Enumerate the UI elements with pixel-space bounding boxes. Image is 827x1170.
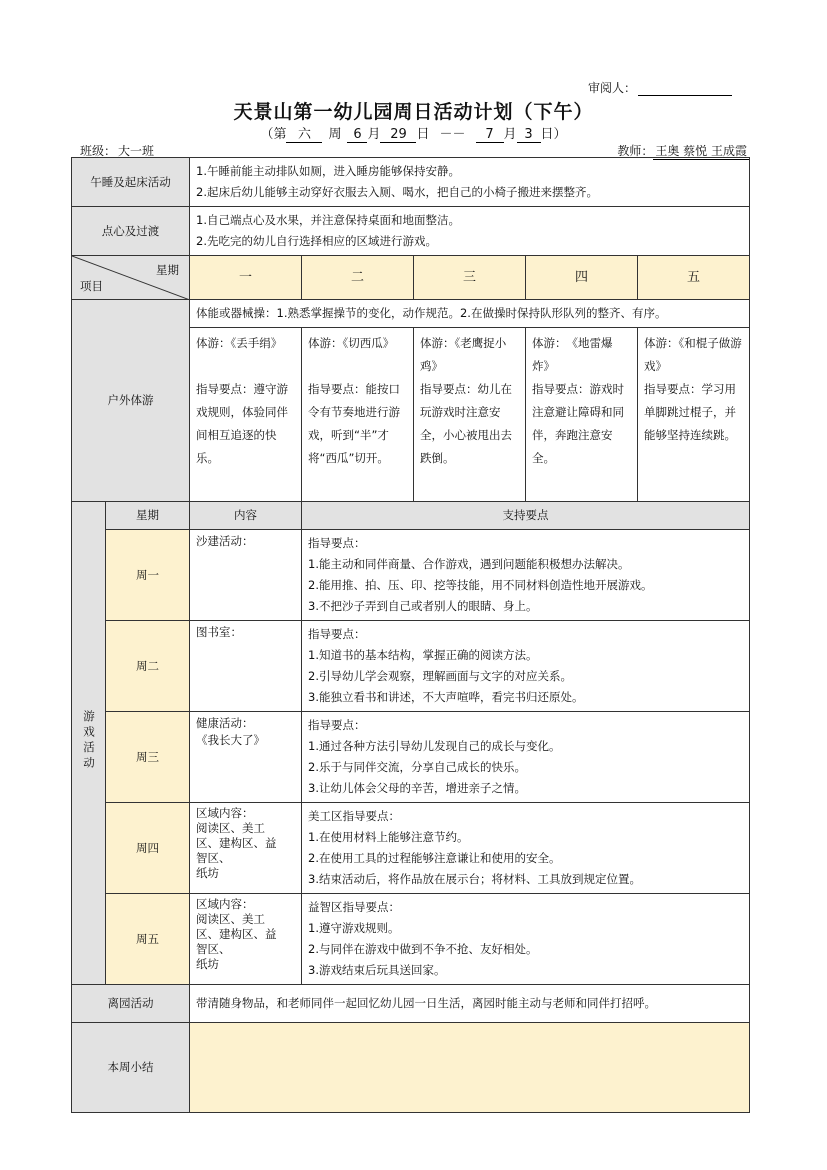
- reviewer-blank[interactable]: [638, 83, 732, 96]
- weekday-corner-cell: [72, 256, 190, 300]
- summary-row: [72, 1023, 750, 1113]
- play-row-tue: [72, 621, 750, 712]
- play-row-mon: [72, 530, 750, 621]
- play-content: [190, 894, 302, 985]
- play-content-line: 纸坊: [196, 866, 219, 880]
- corner-top-label: 星期: [156, 263, 179, 277]
- play-content-line: 沙建活动：: [196, 534, 254, 548]
- play-label-cell: [72, 502, 106, 985]
- play-support-title: 指导要点：: [308, 718, 366, 732]
- page-title: 天景山第一幼儿园周日活动计划（下午）: [233, 101, 594, 123]
- outdoor-game: 体游：《和棍子做游戏》: [644, 336, 742, 373]
- outdoor-exercise-row: [72, 300, 750, 328]
- summary-label: 本周小结: [72, 1023, 190, 1113]
- play-support-point: 3.不把沙子弄到自己或者别人的眼睛、身上。: [308, 599, 538, 613]
- play-header-row: [72, 502, 750, 530]
- play-support-point: 3.让幼儿体会父母的辛苦，增进亲子之情。: [308, 781, 526, 795]
- play-content-line: 健康活动：: [196, 716, 254, 730]
- start-month: 6: [347, 127, 367, 143]
- play-support-point: 1.在使用材料上能够注意节约。: [308, 830, 469, 844]
- outdoor-game: 体游： 《地雷爆炸》: [532, 336, 613, 373]
- play-content-line: 智区、: [196, 851, 231, 865]
- play-content-line: 阅读区、美工: [196, 821, 265, 835]
- play-row-fri: [72, 894, 750, 985]
- play-day: 周二: [106, 621, 190, 712]
- weekday-header-row: [72, 256, 750, 300]
- nap-content: [190, 158, 750, 207]
- outdoor-guide: 指导要点：游戏时注意避让障碍和同伴，奔跑注意安全。: [532, 382, 624, 465]
- snack-row: [72, 207, 750, 256]
- snack-label: 点心及过渡: [72, 207, 190, 256]
- play-support: [302, 712, 750, 803]
- end-month-unit: 月: [503, 127, 517, 142]
- play-support-point: 2.能用推、拍、压、印、挖等技能，用不同材料创造性地开展游戏。: [308, 578, 653, 592]
- nap-line: 1.午睡前能主动排队如厕，进入睡房能够保持安静。: [196, 164, 460, 178]
- play-support-point: 2.与同伴在游戏中做到不争不抢、友好相处。: [308, 942, 538, 956]
- play-content-line: 图书室：: [196, 625, 242, 639]
- weekday-wed: 三: [414, 256, 526, 300]
- weekday-fri: 五: [638, 256, 750, 300]
- play-support-point: 1.通过各种方法引导幼儿发现自己的成长与变化。: [308, 739, 561, 753]
- play-support-title: 指导要点：: [308, 536, 366, 550]
- week-number: 六: [286, 123, 322, 143]
- date-range: [0, 123, 827, 143]
- outdoor-game: 体游：《老鹰捉小鸡》: [420, 336, 507, 373]
- play-label: 游戏活动: [82, 709, 96, 772]
- play-support-point: 3.能独立看书和讲述，不大声喧哗，看完书归还原处。: [308, 690, 584, 704]
- play-col-support: 支持要点: [302, 502, 750, 530]
- summary-content[interactable]: [190, 1023, 750, 1113]
- leave-content: 带清随身物品，和老师同伴一起回忆幼儿园一日生活，离园时能主动与老师和同伴打招呼。: [190, 985, 750, 1023]
- outdoor-guide: 指导要点：幼儿在玩游戏时注意安全，小心被甩出去跌倒。: [420, 382, 512, 465]
- play-content-line: 区、建构区、益: [196, 836, 277, 850]
- outdoor-game: 体游：《切西瓜》: [308, 336, 395, 350]
- class-label: 班级：: [80, 144, 117, 158]
- outdoor-guide: 指导要点：能按口令有节奏地进行游戏，听到“半”才将“西瓜”切开。: [308, 382, 400, 465]
- play-support: [302, 621, 750, 712]
- teacher-value: 王奥 蔡悦 王成霞: [655, 144, 747, 158]
- play-content: [190, 621, 302, 712]
- activity-plan-table: [71, 157, 750, 1113]
- play-support-point: 2.引导幼儿学会观察，理解画面与文字的对应关系。: [308, 669, 572, 683]
- teacher-label: 教师：: [617, 144, 654, 158]
- leave-label: 离园活动: [72, 985, 190, 1023]
- play-support-point: 2.乐于与同伴交流，分享自己成长的快乐。: [308, 760, 526, 774]
- start-day-unit: 日: [416, 127, 430, 142]
- outdoor-day-cell: [190, 328, 302, 502]
- play-support-point: 1.能主动和同伴商量、合作游戏，遇到问题能积极想办法解决。: [308, 557, 630, 571]
- play-row-wed: [72, 712, 750, 803]
- play-content: [190, 712, 302, 803]
- play-content-line: 《我长大了》: [196, 733, 265, 747]
- play-content-line: 智区、: [196, 942, 231, 956]
- outdoor-day-cell: [526, 328, 638, 502]
- nap-row: [72, 158, 750, 207]
- play-support: [302, 530, 750, 621]
- play-content-line: 纸坊: [196, 957, 219, 971]
- play-content-line: 区域内容：: [196, 897, 254, 911]
- weekday-mon: 一: [190, 256, 302, 300]
- play-support-point: 2.在使用工具的过程能够注意谦让和使用的安全。: [308, 851, 561, 865]
- date-close: 日）: [540, 127, 567, 142]
- end-day: 3: [517, 127, 541, 143]
- nap-line: 2.起床后幼儿能够主动穿好衣服去入厕、喝水，把自己的小椅子搬进来摆整齐。: [196, 185, 598, 199]
- play-col-day: 星期: [106, 502, 190, 530]
- play-support-title: 益智区指导要点：: [308, 900, 400, 914]
- snack-line: 1.自己端点心及水果，并注意保持桌面和地面整洁。: [196, 213, 460, 227]
- outdoor-day-cell: [302, 328, 414, 502]
- weekday-thu: 四: [526, 256, 638, 300]
- play-support-title: 指导要点：: [308, 627, 366, 641]
- play-support: [302, 803, 750, 894]
- start-month-unit: 月: [367, 127, 381, 142]
- corner-bottom-label: 项目: [80, 279, 103, 293]
- play-col-content: 内容: [190, 502, 302, 530]
- end-month: 7: [476, 127, 504, 143]
- play-day: 周三: [106, 712, 190, 803]
- play-day: 周一: [106, 530, 190, 621]
- leave-row: [72, 985, 750, 1023]
- snack-line: 2.先吃完的幼儿自行选择相应的区域进行游戏。: [196, 234, 437, 248]
- play-support-title: 美工区指导要点：: [308, 809, 400, 823]
- play-row-thu: [72, 803, 750, 894]
- play-support: [302, 894, 750, 985]
- outdoor-label: 户外体游: [72, 300, 190, 502]
- reviewer-label: 审阅人：: [588, 81, 637, 95]
- play-content: [190, 530, 302, 621]
- play-content-line: 阅读区、美工: [196, 912, 265, 926]
- reviewer-line: [588, 79, 732, 96]
- outdoor-guide: 指导要点：遵守游戏规则，体验同伴间相互追逐的快乐。: [196, 382, 288, 465]
- play-support-point: 1.遵守游戏规则。: [308, 921, 400, 935]
- snack-content: [190, 207, 750, 256]
- weekday-tue: 二: [302, 256, 414, 300]
- outdoor-day-cell: [414, 328, 526, 502]
- play-content: [190, 803, 302, 894]
- outdoor-day-cell: [638, 328, 750, 502]
- play-day: 周五: [106, 894, 190, 985]
- date-dash: －－: [439, 127, 466, 142]
- start-day: 29: [380, 127, 416, 143]
- outdoor-guide: 指导要点：学习用单脚跳过棍子，并能够坚持连续跳。: [644, 382, 736, 442]
- play-support-point: 3.结束活动后，将作品放在展示台；将材料、工具放到规定位置。: [308, 872, 641, 886]
- play-support-point: 3.游戏结束后玩具送回家。: [308, 963, 446, 977]
- nap-label: 午睡及起床活动: [72, 158, 190, 207]
- outdoor-game: 体游：《丢手绢》: [196, 336, 283, 350]
- date-open: （第: [260, 127, 287, 142]
- play-content-line: 区、建构区、益: [196, 927, 277, 941]
- play-content-line: 区域内容：: [196, 806, 254, 820]
- play-support-point: 1.知道书的基本结构，掌握正确的阅读方法。: [308, 648, 538, 662]
- outdoor-exercise: 体能或器械操：1.熟悉掌握操节的变化，动作规范。2.在做操时保持队形队列的整齐、有序。: [190, 300, 750, 328]
- class-value: 大一班: [116, 142, 190, 160]
- week-unit: 周: [328, 127, 342, 142]
- play-day: 周四: [106, 803, 190, 894]
